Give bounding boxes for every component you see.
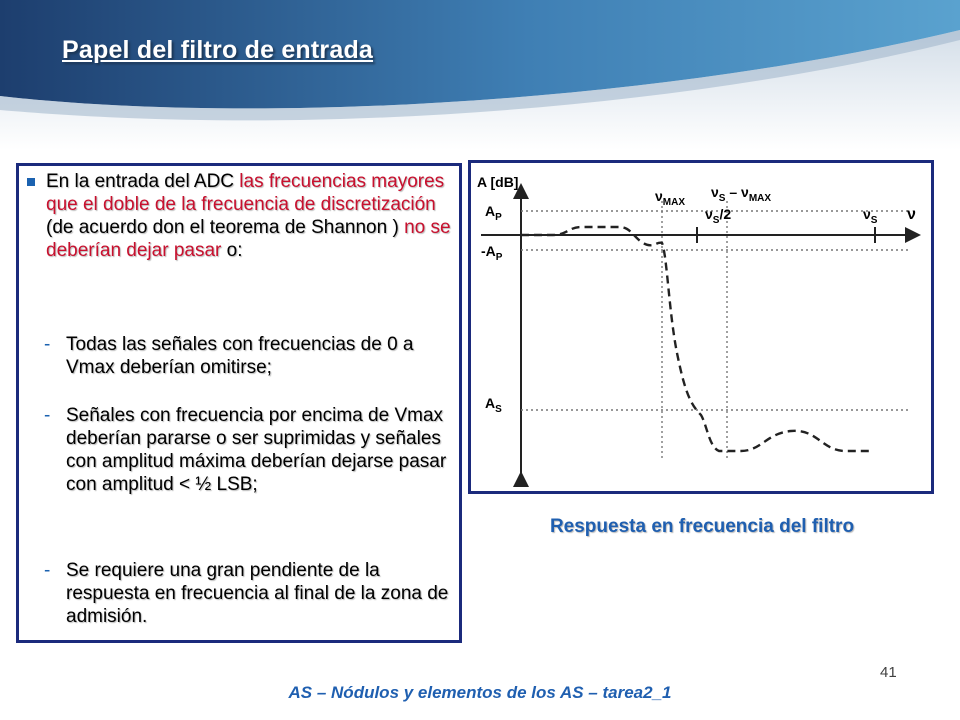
main-bullet-part-1: En la entrada del ADC [46, 171, 240, 192]
vs-minus-vmax-label: $\nu_S - \nu_{MAX}$ [711, 184, 772, 204]
as-label: $A_S$ [485, 395, 502, 415]
vmax-label: $\nu_{MAX}$ [655, 188, 686, 208]
ap-label: $A_P$ [485, 203, 502, 223]
ap-neg-label: $-A_P$ [481, 243, 503, 263]
main-bullet-highlight-1: las frecuencias mayores que el doble de la frecuencia de discretización [46, 171, 445, 215]
header-background [0, 0, 960, 150]
footer-text: AS – Nódulos y elementos de los AS – tarea2_1 [288, 683, 672, 702]
sub-bullet-dash: - [44, 560, 51, 581]
sub-item-2: Señales con frecuencia por encima de Vmax deberían pararse o ser suprimidas y señales con amplitud máxima deberían dejarse pasar con amplitud < ½ LSB; [66, 405, 447, 495]
main-bullet-highlight-2: no se deberían dejar pasar [46, 217, 451, 261]
page-number: 41 [880, 664, 897, 681]
sub-item-1: Todas las señales con frecuencias de 0 a Vmax deberían omitirse; [66, 334, 414, 378]
bullet-square-icon [27, 178, 35, 186]
filter-response-diagram [471, 163, 931, 491]
chart-caption: Respuesta en frecuencia del filtro [549, 516, 855, 537]
response-curve [521, 227, 869, 451]
sub-bullet-dash: - [44, 405, 51, 426]
vs-label: $\nu_S$ [863, 206, 878, 226]
main-bullet-part-3: (de acuerdo don el teorema de Shannon ) [46, 217, 405, 238]
sub-bullet-dash: - [44, 334, 51, 355]
x-axis-label: ν [907, 206, 916, 223]
vs-half-label: $\nu_S/2$ [705, 206, 732, 226]
y-axis-label: A [dB] [477, 174, 519, 190]
sub-item-3: Se requiere una gran pendiente de la respuesta en frecuencia al final de la zona de admisión. [66, 560, 449, 627]
main-bullet-part-5: o: [221, 240, 243, 261]
slide-title: Papel del filtro de entrada [62, 36, 374, 64]
main-bullet-text [46, 170, 458, 262]
